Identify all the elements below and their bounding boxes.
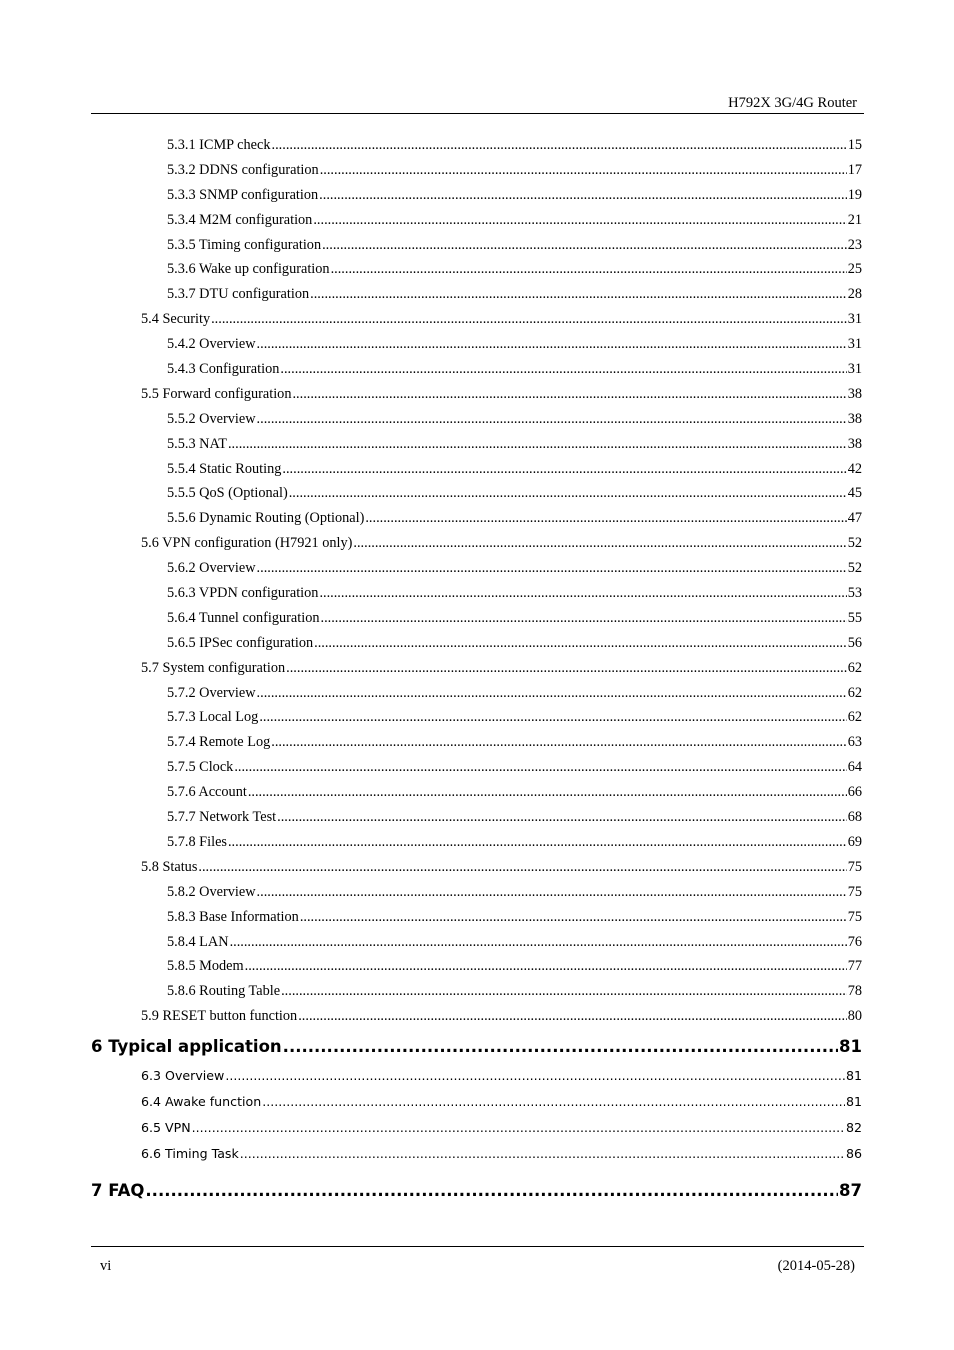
toc-leader-dots	[298, 1004, 846, 1029]
toc-entry-page: 31	[847, 361, 862, 378]
toc-entry-page: 21	[847, 211, 862, 228]
toc-leader-dots	[259, 705, 846, 730]
toc-leader-dots	[257, 681, 847, 706]
toc-entry-page: 52	[847, 535, 862, 552]
toc-entry-page: 38	[847, 385, 862, 402]
toc-entry[interactable]	[167, 805, 862, 830]
toc-leader-dots	[228, 830, 847, 855]
toc-entry-label: 5.5.6 Dynamic Routing (Optional)	[167, 510, 365, 527]
toc-entry[interactable]	[167, 755, 862, 780]
toc-entry-page: 68	[847, 809, 862, 826]
toc-entry[interactable]	[167, 257, 862, 282]
header-rule	[91, 113, 864, 114]
toc-entry-label: 5.7.3 Local Log	[167, 709, 259, 726]
toc-leader-dots	[280, 357, 846, 382]
toc-entry-label: 5.8.4 LAN	[167, 933, 229, 950]
toc-leader-dots	[277, 805, 847, 830]
toc-entry-label: 6.3 Overview	[141, 1068, 225, 1084]
toc-entry[interactable]	[141, 855, 862, 880]
toc-entry-label: 5.5.5 QoS (Optional)	[167, 485, 288, 502]
toc-entry-label: 5.5.4 Static Routing	[167, 460, 282, 477]
toc-entry-page: 76	[847, 933, 862, 950]
toc-leader-dots	[240, 1141, 845, 1167]
toc-entry-label: 7 FAQ	[91, 1181, 145, 1201]
toc-entry-page: 23	[847, 236, 862, 253]
toc-entry-page: 55	[847, 609, 862, 626]
toc-leader-dots	[262, 1089, 845, 1115]
toc-entry-page: 81	[839, 1037, 862, 1057]
toc-entry[interactable]	[167, 979, 862, 1004]
toc-entry[interactable]	[167, 357, 862, 382]
toc-leader-dots	[321, 606, 847, 631]
toc-entry-label: 5.3.5 Timing configuration	[167, 236, 322, 253]
toc-entry-label: 5.3.1 ICMP check	[167, 137, 271, 153]
toc-leader-dots	[314, 631, 847, 656]
toc-leader-dots	[228, 432, 847, 457]
toc-entry[interactable]	[91, 1175, 862, 1207]
toc-leader-dots	[320, 158, 847, 183]
toc-leader-dots	[234, 755, 846, 780]
toc-entry-label: 5.5.3 NAT	[167, 435, 227, 452]
toc-leader-dots	[310, 282, 847, 307]
toc-leader-dots	[289, 481, 847, 506]
toc-entry-page: 75	[847, 858, 862, 875]
toc-entry-page: 86	[845, 1146, 862, 1162]
toc-entry[interactable]	[167, 233, 862, 258]
toc-entry[interactable]	[167, 457, 862, 482]
toc-entry[interactable]	[167, 432, 862, 457]
toc-entry-label: 5.4.3 Configuration	[167, 361, 280, 378]
toc-entry-label: 5.8.3 Base Information	[167, 908, 299, 925]
toc-entry-page: 17	[847, 161, 862, 178]
toc-entry-label: 6.5 VPN	[141, 1120, 191, 1136]
toc-entry-label: 5.9 RESET button function	[141, 1008, 298, 1025]
toc-leader-dots	[365, 506, 846, 531]
toc-leader-dots	[282, 457, 846, 482]
toc-entry[interactable]	[141, 382, 862, 407]
toc-leader-dots	[313, 208, 846, 233]
toc-entry[interactable]	[141, 1004, 862, 1029]
toc-leader-dots	[211, 307, 847, 332]
toc-entry-label: 5.6.2 Overview	[167, 560, 256, 577]
toc-entry-label: 5.3.6 Wake up configuration	[167, 261, 330, 278]
toc-entry-label: 5.7.7 Network Test	[167, 809, 277, 826]
toc-entry-label: 5.6 VPN configuration (H7921 only)	[141, 535, 353, 552]
footer-date: (2014-05-28)	[777, 1258, 855, 1274]
toc-entry-label: 5.7.4 Remote Log	[167, 734, 271, 751]
toc-entry[interactable]	[167, 332, 862, 357]
toc-leader-dots	[300, 905, 847, 930]
toc-entry[interactable]	[167, 681, 862, 706]
toc-entry-page: 19	[847, 186, 862, 203]
toc-entry-page: 82	[845, 1120, 862, 1136]
toc-leader-dots	[248, 780, 847, 805]
toc-entry-label: 5.3.4 M2M configuration	[167, 211, 313, 228]
toc-entry[interactable]	[141, 1115, 862, 1141]
toc-entry-page: 31	[847, 311, 862, 328]
toc-entry[interactable]	[167, 905, 862, 930]
toc-leader-dots	[322, 233, 847, 258]
toc-entry-page: 56	[847, 634, 862, 651]
toc-entry-page: 64	[847, 759, 862, 776]
toc-entry-label: 6.6 Timing Task	[141, 1146, 239, 1162]
toc-entry-page: 78	[847, 983, 862, 1000]
toc-entry-page: 38	[847, 435, 862, 452]
toc-leader-dots	[257, 556, 847, 581]
toc-entry-label: 5.8.5 Modem	[167, 958, 244, 975]
toc-leader-dots	[286, 656, 847, 681]
toc-entry-page: 53	[847, 585, 862, 602]
toc-entry-page: 66	[847, 784, 862, 801]
toc-entry-page: 15	[847, 137, 862, 153]
toc-entry-page: 81	[845, 1094, 862, 1110]
toc-entry-label: 5.6.4 Tunnel configuration	[167, 609, 320, 626]
toc-leader-dots	[198, 855, 846, 880]
toc-leader-dots	[192, 1115, 845, 1141]
toc-entry[interactable]	[167, 208, 862, 233]
toc-leader-dots	[292, 382, 846, 407]
toc-entry[interactable]	[167, 880, 862, 905]
toc-leader-dots	[281, 979, 847, 1004]
toc-entry-page: 62	[847, 659, 862, 676]
toc-entry-label: 5.8.2 Overview	[167, 883, 256, 900]
toc-entry-page: 25	[847, 261, 862, 278]
toc-entry[interactable]	[167, 730, 862, 755]
toc-entry[interactable]	[167, 407, 862, 432]
toc-entry[interactable]	[167, 606, 862, 631]
table-of-contents	[0, 133, 954, 1207]
toc-entry-page: 87	[839, 1181, 862, 1201]
toc-leader-dots	[257, 407, 847, 432]
toc-entry-label: 5.4.2 Overview	[167, 336, 256, 353]
toc-entry-label: 5.3.7 DTU configuration	[167, 286, 310, 303]
toc-leader-dots	[283, 1031, 838, 1063]
toc-leader-dots	[257, 332, 847, 357]
toc-entry-label: 5.6.5 IPSec configuration	[167, 634, 314, 651]
toc-entry-label: 5.8 Status	[141, 858, 198, 875]
toc-entry-label: 5.7.6 Account	[167, 784, 247, 801]
toc-entry-label: 5.5.2 Overview	[167, 410, 256, 427]
toc-entry[interactable]	[141, 1063, 862, 1089]
toc-entry-label: 5.7.5 Clock	[167, 759, 234, 776]
toc-entry[interactable]	[167, 282, 862, 307]
toc-entry[interactable]	[167, 183, 862, 208]
toc-leader-dots	[319, 183, 847, 208]
toc-entry[interactable]	[167, 830, 862, 855]
toc-entry[interactable]	[167, 556, 862, 581]
toc-entry-label: 6.4 Awake function	[141, 1094, 262, 1110]
toc-entry-page: 52	[847, 560, 862, 577]
toc-leader-dots	[272, 133, 847, 158]
toc-entry[interactable]	[141, 307, 862, 332]
toc-entry[interactable]	[141, 1089, 862, 1115]
toc-entry[interactable]	[141, 656, 862, 681]
toc-entry-page: 81	[845, 1068, 862, 1084]
toc-entry-page: 75	[847, 908, 862, 925]
toc-leader-dots	[245, 954, 847, 979]
toc-leader-dots	[271, 730, 846, 755]
toc-entry-label: 6 Typical application	[91, 1037, 282, 1057]
toc-entry-label: 5.4 Security	[141, 311, 211, 328]
toc-entry-page: 63	[847, 734, 862, 751]
toc-entry[interactable]	[167, 158, 862, 183]
toc-entry[interactable]	[167, 631, 862, 656]
toc-entry-label: 5.8.6 Routing Table	[167, 983, 281, 1000]
footer-page-number: vi	[100, 1258, 112, 1274]
toc-entry-page: 62	[847, 709, 862, 726]
footer-rule	[91, 1246, 864, 1247]
toc-leader-dots	[145, 1175, 838, 1207]
toc-entry-label: 5.5 Forward configuration	[141, 385, 292, 402]
toc-entry-page: 47	[847, 510, 862, 527]
toc-entry-page: 77	[847, 958, 862, 975]
toc-entry[interactable]	[167, 581, 862, 606]
toc-entry-label: 5.3.2 DDNS configuration	[167, 161, 319, 178]
toc-leader-dots	[353, 531, 846, 556]
toc-entry[interactable]	[91, 1031, 862, 1063]
toc-entry-page: 28	[847, 286, 862, 303]
toc-entry[interactable]	[167, 481, 862, 506]
toc-entry-page: 69	[847, 833, 862, 850]
toc-entry-page: 75	[847, 883, 862, 900]
toc-leader-dots	[331, 257, 847, 282]
toc-entry-label: 5.3.3 SNMP configuration	[167, 186, 319, 203]
toc-leader-dots	[230, 930, 847, 955]
toc-entry-page: 45	[847, 485, 862, 502]
toc-entry[interactable]	[141, 531, 862, 556]
toc-entry[interactable]	[167, 506, 862, 531]
toc-entry-label: 5.7.2 Overview	[167, 684, 256, 701]
toc-entry-label: 5.7.8 Files	[167, 833, 227, 850]
toc-entry-page: 80	[847, 1008, 862, 1025]
toc-entry-page: 38	[847, 410, 862, 427]
toc-entry[interactable]	[167, 930, 862, 955]
toc-entry-label: 5.7 System configuration	[141, 659, 286, 676]
toc-leader-dots	[257, 880, 847, 905]
toc-leader-dots	[319, 581, 846, 606]
toc-entry[interactable]	[167, 954, 862, 979]
header-title: H792X 3G/4G Router	[728, 95, 857, 111]
toc-entry-page: 62	[847, 684, 862, 701]
toc-entry[interactable]	[167, 705, 862, 730]
toc-entry[interactable]	[167, 133, 862, 158]
toc-entry[interactable]	[141, 1141, 862, 1167]
toc-entry-page: 31	[847, 336, 862, 353]
toc-entry[interactable]	[167, 780, 862, 805]
toc-entry-label: 5.6.3 VPDN configuration	[167, 585, 319, 602]
toc-leader-dots	[225, 1063, 845, 1089]
toc-entry-page: 42	[847, 460, 862, 477]
